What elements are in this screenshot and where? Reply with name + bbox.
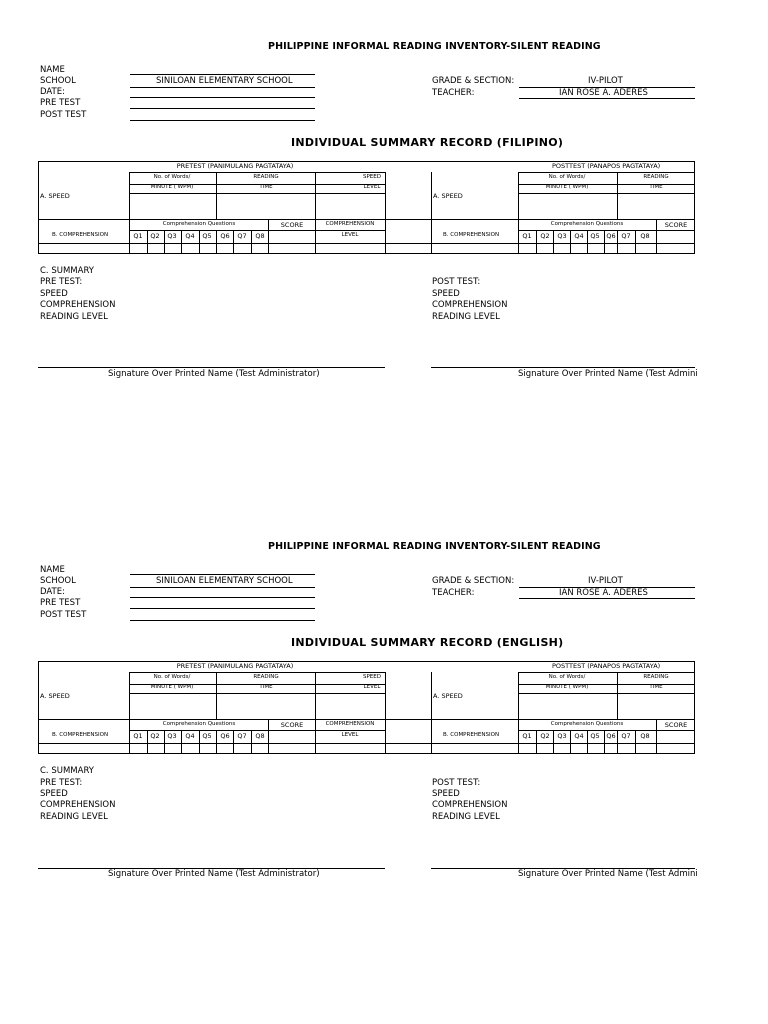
reading-left: READING bbox=[253, 174, 279, 180]
signature-caption-left: Signature Over Printed Name (Test Administrator) bbox=[108, 869, 320, 879]
q-label: Q2 bbox=[150, 232, 160, 240]
grade-section-value: IV-PILOT bbox=[588, 576, 623, 586]
comp-questions-right: Comprehension Questions bbox=[550, 221, 624, 227]
level-col-left: LEVEL bbox=[363, 684, 381, 690]
signature-caption-right: Signature Over Printed Name (Test Admini bbox=[518, 869, 698, 879]
q-label: Q1 bbox=[133, 232, 143, 240]
summary-post-test: POST TEST: bbox=[432, 277, 481, 287]
signature-line-left bbox=[38, 367, 385, 368]
form-title: PHILIPPINE INFORMAL READING INVENTORY-SILENT READING bbox=[268, 41, 601, 52]
q-label: Q5 bbox=[202, 232, 212, 240]
form-title: PHILIPPINE INFORMAL READING INVENTORY-SILENT READING bbox=[268, 541, 601, 552]
q-label: Q8 bbox=[255, 232, 265, 240]
minute-wpm-left: MINUTE ( WPM) bbox=[150, 684, 194, 690]
teacher-label: TEACHER: bbox=[432, 88, 475, 98]
q-label: Q8 bbox=[255, 732, 265, 740]
record-title: INDIVIDUAL SUMMARY RECORD (FILIPINO) bbox=[291, 136, 564, 149]
q-label: Q6 bbox=[220, 732, 230, 740]
q-label: Q6 bbox=[606, 232, 616, 240]
form-filipino bbox=[0, 0, 768, 500]
form-english bbox=[0, 500, 768, 1000]
comp-questions-right: Comprehension Questions bbox=[550, 721, 624, 727]
post-test-label: POST TEST bbox=[40, 610, 87, 620]
pretest-header: PRETEST (PANIMULANG PAGTATAYA) bbox=[176, 662, 294, 670]
q-label: Q7 bbox=[237, 732, 247, 740]
q-label: Q5 bbox=[202, 732, 212, 740]
q-label: Q1 bbox=[522, 232, 532, 240]
q-label: Q6 bbox=[220, 232, 230, 240]
q-label: Q4 bbox=[574, 232, 584, 240]
comp-questions-left: Comprehension Questions bbox=[162, 721, 236, 727]
pre-test-label: PRE TEST bbox=[40, 598, 81, 608]
summary-reading-level: READING LEVEL bbox=[40, 812, 108, 822]
minute-wpm-left: MINUTE ( WPM) bbox=[150, 184, 194, 190]
level-comp-left: LEVEL bbox=[341, 232, 359, 238]
minute-wpm-right: MINUTE ( WPM) bbox=[545, 184, 589, 190]
reading-right: READING bbox=[643, 174, 669, 180]
q-label: Q5 bbox=[590, 232, 600, 240]
speed-label-left: A. SPEED bbox=[40, 692, 70, 700]
summary-pre-test: PRE TEST: bbox=[40, 778, 83, 788]
summary-speed: SPEED bbox=[40, 789, 68, 799]
q-label: Q3 bbox=[167, 232, 177, 240]
summary-speed: SPEED bbox=[40, 289, 68, 299]
teacher-value: IAN ROSE A. ADERES bbox=[559, 88, 648, 98]
summary-comprehension: COMPREHENSION bbox=[40, 800, 116, 810]
time-left: TIME bbox=[259, 684, 273, 690]
time-left: TIME bbox=[259, 184, 273, 190]
school-label: SCHOOL bbox=[40, 576, 76, 586]
b-comprehension-left: B. COMPREHENSION bbox=[52, 232, 109, 238]
signature-caption-right: Signature Over Printed Name (Test Admini bbox=[518, 369, 698, 379]
speed-label-right: A. SPEED bbox=[433, 192, 463, 200]
level-col-left: LEVEL bbox=[363, 184, 381, 190]
summary-speed-right: SPEED bbox=[432, 289, 460, 299]
school-label: SCHOOL bbox=[40, 76, 76, 86]
minute-wpm-right: MINUTE ( WPM) bbox=[545, 684, 589, 690]
no-of-words-left: No. of Words/ bbox=[153, 174, 191, 180]
comprehension-col-left: COMPREHENSION bbox=[325, 221, 375, 227]
summary-reading-level-right: READING LEVEL bbox=[432, 312, 500, 322]
q-label: Q3 bbox=[557, 232, 567, 240]
no-of-words-left: No. of Words/ bbox=[153, 674, 191, 680]
no-of-words-right: No. of Words/ bbox=[548, 674, 586, 680]
score-right: SCORE bbox=[664, 221, 688, 229]
b-comprehension-right: B. COMPREHENSION bbox=[443, 232, 500, 238]
record-title: INDIVIDUAL SUMMARY RECORD (ENGLISH) bbox=[291, 636, 564, 649]
date-label: DATE: bbox=[40, 587, 65, 597]
grade-section-label: GRADE & SECTION: bbox=[432, 76, 515, 86]
score-right: SCORE bbox=[664, 721, 688, 729]
q-label: Q5 bbox=[590, 732, 600, 740]
signature-line-right bbox=[431, 367, 695, 368]
pretest-header: PRETEST (PANIMULANG PAGTATAYA) bbox=[176, 162, 294, 170]
q-label: Q3 bbox=[557, 732, 567, 740]
name-label: NAME bbox=[40, 65, 65, 75]
posttest-header: POSTTEST (PANAPOS PAGTATAYA) bbox=[552, 162, 661, 170]
post-test-label: POST TEST bbox=[40, 110, 87, 120]
speed-col-left: SPEED bbox=[363, 674, 381, 680]
summary-comprehension: COMPREHENSION bbox=[40, 300, 116, 310]
school-value: SINILOAN ELEMENTARY SCHOOL bbox=[156, 76, 293, 86]
speed-col-left: SPEED bbox=[363, 174, 381, 180]
q-label: Q8 bbox=[640, 732, 650, 740]
c-summary-label: C. SUMMARY bbox=[40, 766, 94, 776]
reading-right: READING bbox=[643, 674, 669, 680]
q-label: Q8 bbox=[640, 232, 650, 240]
q-label: Q7 bbox=[621, 232, 631, 240]
summary-comprehension-right: COMPREHENSION bbox=[432, 300, 508, 310]
q-label: Q4 bbox=[185, 732, 195, 740]
q-label: Q4 bbox=[574, 732, 584, 740]
speed-label-right: A. SPEED bbox=[433, 692, 463, 700]
time-right: TIME bbox=[649, 684, 663, 690]
b-comprehension-left: B. COMPREHENSION bbox=[52, 732, 109, 738]
q-label: Q1 bbox=[133, 732, 143, 740]
teacher-value: IAN ROSE A. ADERES bbox=[559, 588, 648, 598]
time-right: TIME bbox=[649, 184, 663, 190]
q-label: Q2 bbox=[150, 732, 160, 740]
grade-section-label: GRADE & SECTION: bbox=[432, 576, 515, 586]
score-left: SCORE bbox=[280, 721, 304, 729]
comprehension-col-left: COMPREHENSION bbox=[325, 721, 375, 727]
comp-questions-left: Comprehension Questions bbox=[162, 221, 236, 227]
q-label: Q1 bbox=[522, 732, 532, 740]
q-label: Q6 bbox=[606, 732, 616, 740]
q-label: Q2 bbox=[540, 232, 550, 240]
grade-section-value: IV-PILOT bbox=[588, 76, 623, 86]
level-comp-left: LEVEL bbox=[341, 732, 359, 738]
summary-speed-right: SPEED bbox=[432, 789, 460, 799]
q-label: Q4 bbox=[185, 232, 195, 240]
summary-reading-level-right: READING LEVEL bbox=[432, 812, 500, 822]
q-label: Q3 bbox=[167, 732, 177, 740]
date-label: DATE: bbox=[40, 87, 65, 97]
teacher-label: TEACHER: bbox=[432, 588, 475, 598]
summary-pre-test: PRE TEST: bbox=[40, 277, 83, 287]
school-value: SINILOAN ELEMENTARY SCHOOL bbox=[156, 576, 293, 586]
name-label: NAME bbox=[40, 565, 65, 575]
signature-caption-left: Signature Over Printed Name (Test Administrator) bbox=[108, 369, 320, 379]
pre-test-label: PRE TEST bbox=[40, 98, 81, 108]
score-left: SCORE bbox=[280, 221, 304, 229]
b-comprehension-right: B. COMPREHENSION bbox=[443, 732, 500, 738]
q-label: Q7 bbox=[621, 732, 631, 740]
q-label: Q2 bbox=[540, 732, 550, 740]
no-of-words-right: No. of Words/ bbox=[548, 174, 586, 180]
c-summary-label: C. SUMMARY bbox=[40, 266, 94, 276]
summary-reading-level: READING LEVEL bbox=[40, 312, 108, 322]
q-label: Q7 bbox=[237, 232, 247, 240]
speed-label-left: A. SPEED bbox=[40, 192, 70, 200]
reading-left: READING bbox=[253, 674, 279, 680]
posttest-header: POSTTEST (PANAPOS PAGTATAYA) bbox=[552, 662, 661, 670]
summary-post-test: POST TEST: bbox=[432, 778, 481, 788]
summary-comprehension-right: COMPREHENSION bbox=[432, 800, 508, 810]
